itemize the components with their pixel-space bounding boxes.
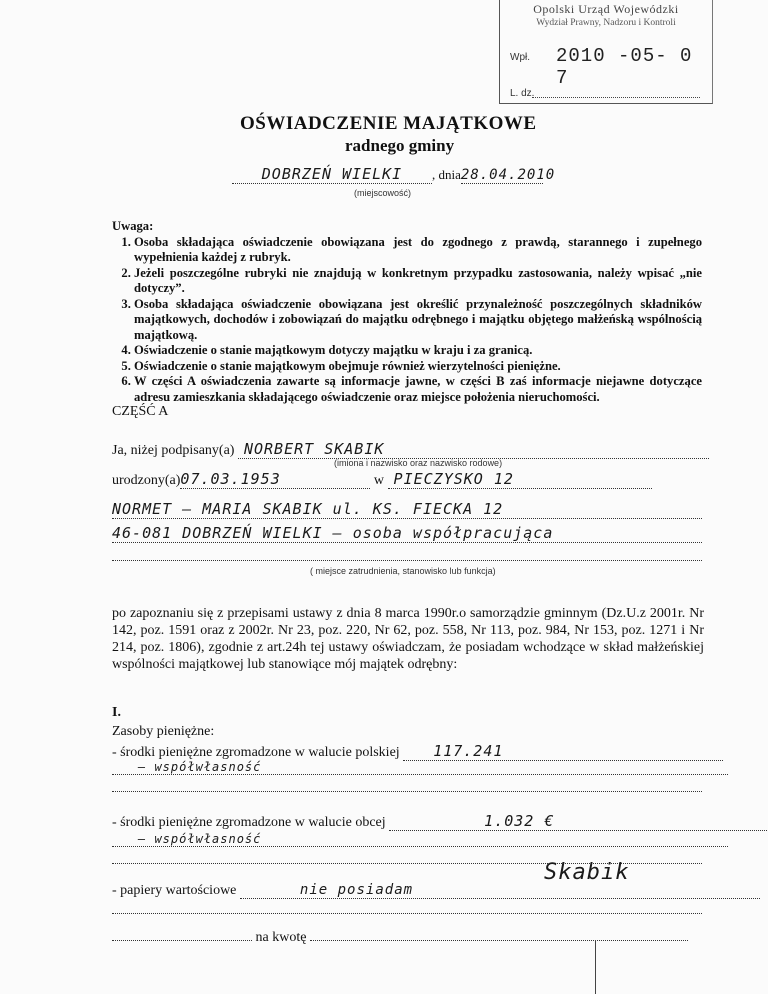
- securities-value: nie posiadam: [240, 882, 760, 899]
- place-caption: (miejscowość): [354, 188, 412, 198]
- born-place: PIECZYSKO 12: [388, 470, 652, 489]
- date-value: 28.04.2010: [460, 167, 556, 183]
- stamp-date: 2010 -05- 0 7: [556, 45, 693, 89]
- fx-note-row: [112, 832, 728, 848]
- stamp-ldz-label: L. dz.: [510, 88, 535, 99]
- note-item: 4. Oświadczenie o stanie majątkowym dotyczy majątku w kraju i za granicą.: [134, 343, 702, 359]
- employment-line-1: NORMET – MARIA SKABIK ul. KS. FIECKA 12: [112, 500, 702, 519]
- amount-row: [112, 930, 688, 946]
- amount-lead-dots: [112, 940, 252, 941]
- pln-note-row: [112, 760, 728, 776]
- signed-row: [112, 440, 709, 459]
- section-roman: I.: [112, 705, 121, 720]
- fx-label: - środki pieniężne zgromadzone w walucie obcej: [112, 815, 386, 830]
- names-caption: (imiona i nazwisko oraz nazwisko rodowe): [334, 458, 503, 468]
- notes-list: [112, 235, 702, 406]
- place-value: DOBRZEŃ WIELKI: [232, 165, 432, 184]
- employment-line-2: 46-081 DOBRZEŃ WIELKI – osoba współpracująca: [112, 524, 702, 543]
- stamp-org: Opolski Urząd Wojewódzki: [533, 2, 679, 16]
- amount-dots: [310, 940, 688, 941]
- stamp-ldz-line: [532, 97, 700, 98]
- receipt-stamp: [499, 0, 713, 104]
- blank-line: [112, 791, 702, 792]
- securities-label: - papiery wartościowe: [112, 883, 237, 898]
- notes-section: [112, 219, 702, 405]
- fx-note: – współwłasność: [112, 832, 728, 847]
- fx-row: [112, 812, 768, 831]
- born-row: [112, 470, 652, 489]
- notes-heading: Uwaga:: [112, 219, 154, 233]
- signed-value: NORBERT SKABIK: [238, 440, 709, 459]
- employment-caption: ( miejsce zatrudnienia, stanowisko lub funkcja): [310, 566, 496, 576]
- employment-row-2: [112, 524, 702, 543]
- date-label: , dnia: [432, 167, 461, 182]
- page-subtitle: radnego gminy: [345, 136, 455, 155]
- note-item: 2. Jeżeli poszczególne rubryki nie znajdują w konkretnym przypadku zastosowania, należy wpisać „nie dotyczy”.: [134, 266, 702, 297]
- place-date-line: [232, 165, 632, 184]
- born-date: 07.03.1953: [180, 470, 370, 489]
- stamp-wpl-label: Wpł.: [510, 52, 530, 63]
- note-item: 5. Oświadczenie o stanie majątkowym obejmuje również wierzytelności pieniężne.: [134, 359, 702, 375]
- amount-label: na kwotę: [255, 930, 307, 945]
- born-in-label: w: [373, 473, 385, 488]
- signature: Skabik: [544, 860, 630, 885]
- securities-row: [112, 882, 760, 899]
- pln-note: – współwłasność: [112, 760, 728, 775]
- note-item: 6. W części A oświadczenia zawarte są informacje jawne, w części B zaś informacje niejawne dotyczące adresu zamieszkania składającego oświadczenie oraz miejsce położenia nieruchomości.: [134, 374, 702, 405]
- employment-blank-line: [112, 560, 702, 561]
- page-title: OŚWIADCZENIE MAJĄTKOWE: [240, 113, 537, 134]
- blank-line: [112, 913, 702, 914]
- stamp-dept: Wydział Prawny, Nadzoru i Kontroli: [536, 18, 676, 28]
- born-label: urodzony(a): [112, 473, 181, 488]
- fx-value: 1.032 €: [389, 812, 768, 831]
- employment-row-1: [112, 500, 702, 519]
- pln-label: - środki pieniężne zgromadzone w walucie polskiej: [112, 745, 400, 760]
- page-edge-mark: [595, 940, 596, 994]
- statement-paragraph: po zapoznaniu się z przepisami ustawy z dnia 8 marca 1990r.o samorządzie gminnym (Dz.U.z 2001r. Nr 142, poz. 1591 oraz z 2002r. Nr 23, poz. 220, Nr 62, poz. 558, Nr 113, poz. 984, Nr 153, poz. 1271 i Nr 214, poz. 1806), zgodnie z art.24h tej ustawy oświadczam, że posiadam wchodzące w skład małżeńskiej wspólności majątkowej lub stanowiące mój majątek odrębny:: [112, 606, 704, 672]
- pln-row: [112, 742, 723, 761]
- note-item: 3. Osoba składająca oświadczenie obowiązana jest określić przynależność poszczególnych składników majątkowych, dochodów i zobowiązań do majątku odrębnego i majątku objętego małżeńską wspólnością majątkową.: [134, 297, 702, 344]
- part-a-heading: CZĘŚĆ A: [112, 404, 169, 419]
- pln-value: 117.241: [403, 742, 723, 761]
- signed-label: Ja, niżej podpisany(a): [112, 443, 235, 458]
- section-heading: Zasoby pieniężne:: [112, 724, 215, 739]
- note-item: 1. Osoba składająca oświadczenie obowiązana jest do zgodnego z prawdą, starannego i zupełnego wypełnienia każdej z rubryk.: [134, 235, 702, 266]
